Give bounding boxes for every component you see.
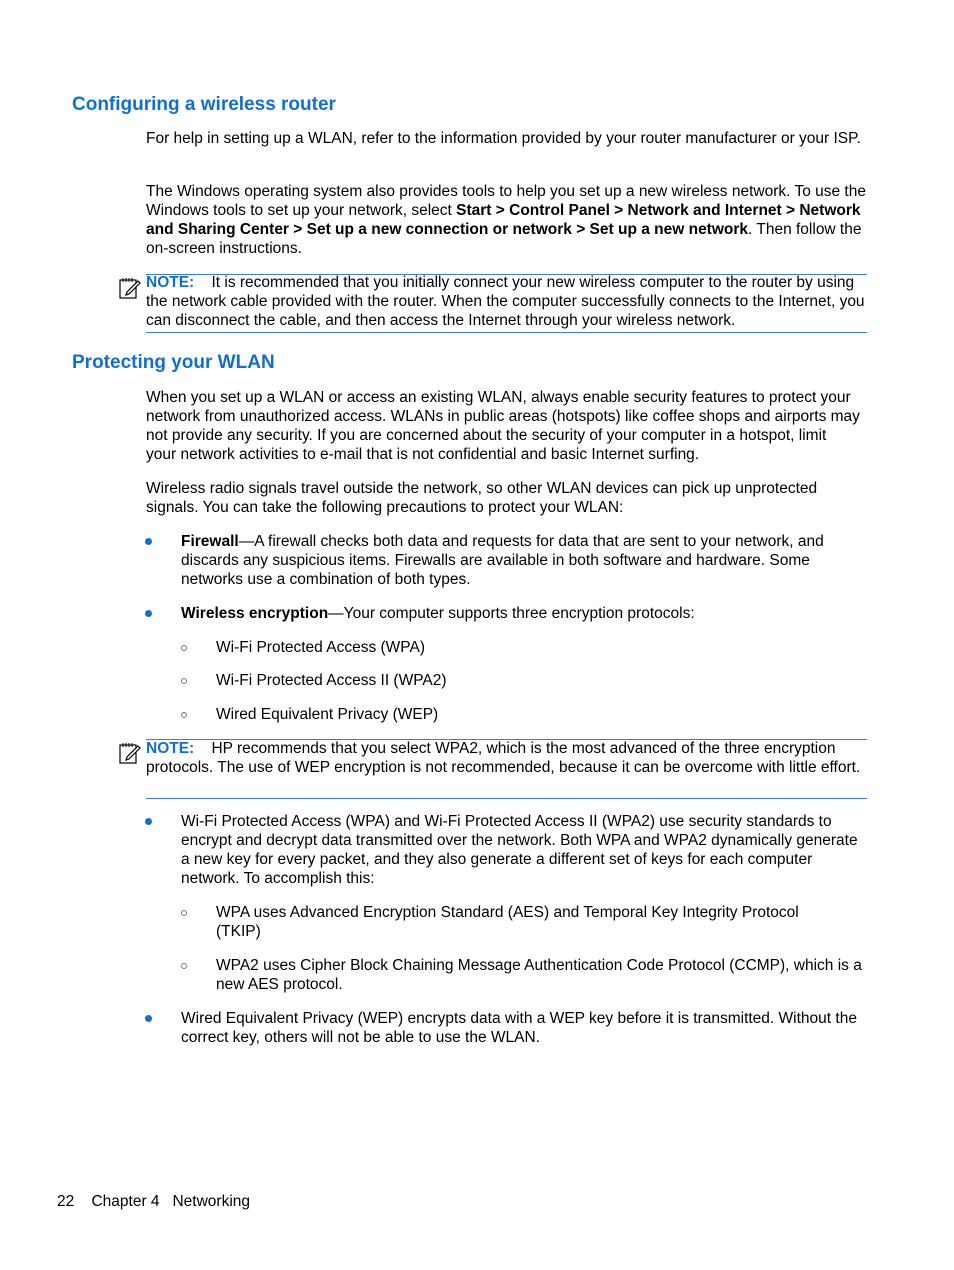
note-bottom-rule (146, 798, 867, 799)
sub-list-item: WPA uses Advanced Encryption Standard (AES) and Temporal Key Integrity Protocol (TKIP) (216, 904, 799, 940)
circle-bullet-icon (181, 678, 187, 684)
paragraph: For help in setting up a WLAN, refer to the information provided by your router manufacturer or your ISP. (146, 130, 861, 147)
chapter-label: Chapter 4 (91, 1193, 160, 1210)
list-item-term: Firewall (181, 533, 239, 550)
list-item-text: —A firewall checks both data and requests for data that are sent to your network, and discards any suspicious items. Firewalls are available in both software and hardware. Some networks use a combination of both types. (181, 533, 824, 588)
bullet-dot-icon (145, 538, 152, 545)
bullet-dot-icon (145, 1015, 152, 1022)
note-bottom-rule (146, 332, 867, 333)
paragraph-lead: The Windows operating system also provides tools to help you set up a new wireless network. To use the Windows tools to set up your network, select (146, 183, 866, 219)
page-footer (57, 1192, 250, 1211)
note-body: It is recommended that you initially connect your new wireless computer to the router by using the network cable provided with the router. When the computer successfully connects to the Internet, you can disconnect the cable, and then access the Internet through your wireless network. (146, 274, 865, 329)
list-item-text: —Your computer supports three encryption protocols: (328, 605, 695, 622)
sub-list-item: Wired Equivalent Privacy (WEP) (216, 706, 439, 723)
chapter-title: Networking (172, 1193, 251, 1210)
circle-bullet-icon (181, 712, 187, 718)
note-body: HP recommends that you select WPA2, which is the most advanced of the three encryption protocols. The use of WEP encryption is not recommended, because it can be overcome with little effort. (146, 740, 861, 776)
circle-bullet-icon (181, 963, 187, 969)
paragraph-tail: . Then follow the on-screen instructions. (146, 221, 862, 257)
circle-bullet-icon (181, 645, 187, 651)
sub-list-item: Wi-Fi Protected Access (WPA) (216, 639, 425, 656)
list-item-term: Wireless encryption (181, 605, 329, 622)
note-pencil-icon (118, 276, 142, 300)
section-heading-protecting: Protecting your WLAN (72, 352, 275, 373)
note-label: NOTE: (146, 740, 195, 757)
sub-list-item: Wi-Fi Protected Access II (WPA2) (216, 672, 447, 689)
circle-bullet-icon (181, 910, 187, 916)
paragraph (146, 182, 870, 258)
note-label: NOTE: (146, 274, 195, 291)
paragraph: Wireless radio signals travel outside the network, so other WLAN devices can pick up unprotected signals. You can take the following precautions to protect your WLAN: (146, 480, 818, 516)
bullet-dot-icon (145, 610, 152, 617)
list-item (181, 532, 861, 589)
bullet-dot-icon (145, 818, 152, 825)
sub-list-item: WPA2 uses Cipher Block Chaining Message Authentication Code Protocol (CCMP), which is a new AES protocol. (216, 957, 862, 993)
note-text (146, 739, 868, 777)
section-heading-configuring: Configuring a wireless router (72, 94, 336, 115)
menu-path: Start > Control Panel > Network and Internet > Network and Sharing Center > Set up a new connection or network > Set up a new network (146, 202, 861, 238)
paragraph: When you set up a WLAN or access an existing WLAN, always enable security features to protect your network from unauthorized access. WLANs in public areas (hotspots) like coffee shops and airports may not provide any security. If you are concerned about the security of your computer in a hotspot, limit your network activities to e-mail that is not confidential and basic Internet surfing. (146, 389, 860, 463)
list-item (181, 604, 861, 623)
note-pencil-icon (118, 741, 142, 765)
list-item: Wi-Fi Protected Access (WPA) and Wi-Fi Protected Access II (WPA2) use security standards to encrypt and decrypt data transmitted over the network. Both WPA and WPA2 dynamically generate a new key for every packet, and they also generate a different set of keys for each computer network. To accomplish this: (181, 813, 858, 887)
page-number: 22 (57, 1193, 75, 1210)
note-text (146, 273, 868, 330)
list-item: Wired Equivalent Privacy (WEP) encrypts data with a WEP key before it is transmitted. Without the correct key, others will not be able to use the WLAN. (181, 1010, 857, 1046)
